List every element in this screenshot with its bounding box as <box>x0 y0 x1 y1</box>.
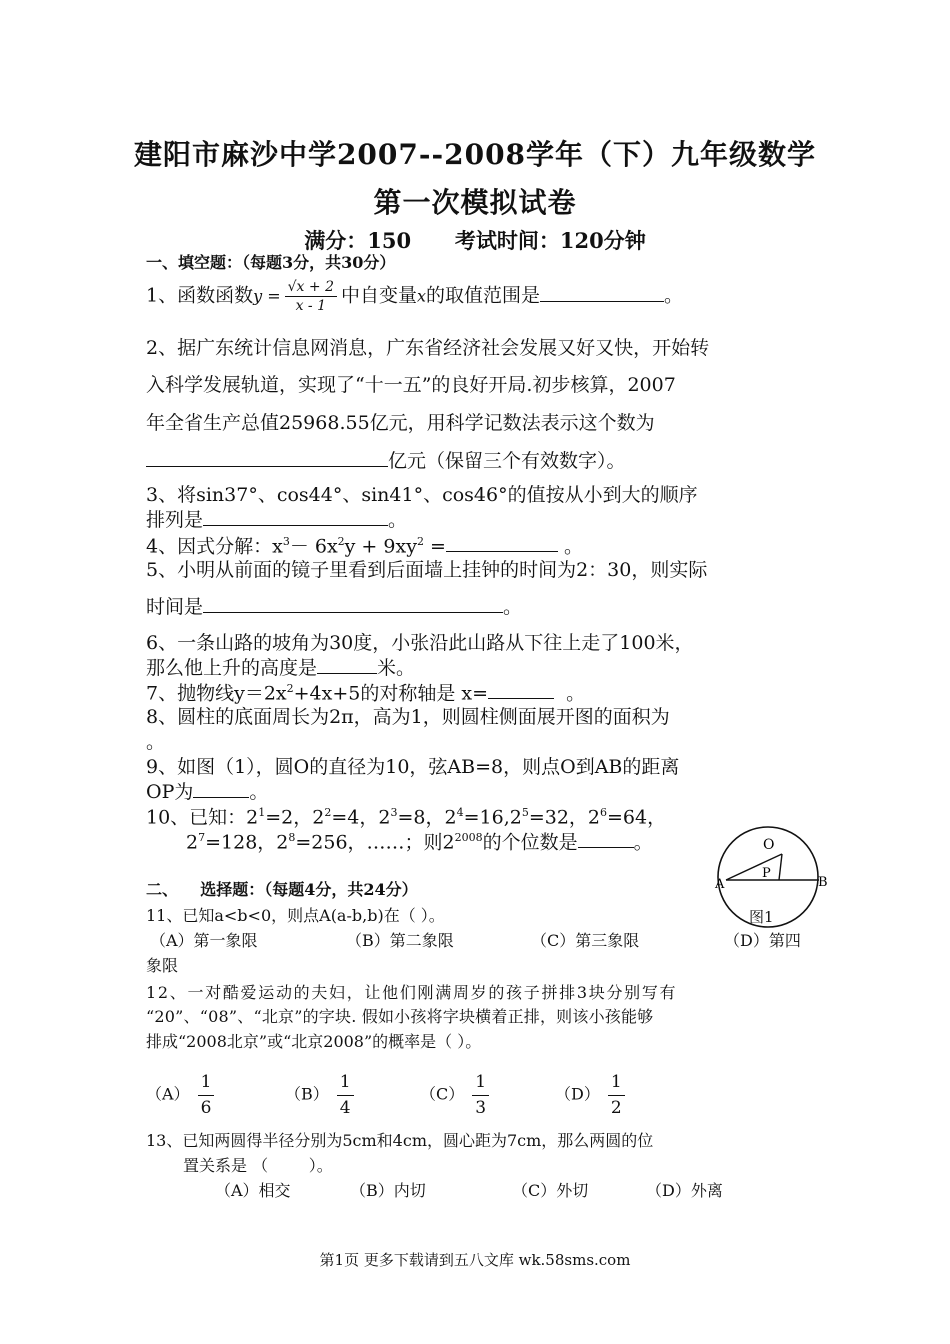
question-2-line2: 入科学发展轨道，实现了“十一五”的良好开局.初步核算，2007 <box>146 374 676 396</box>
question-9-line1: 9、如图（1），圆O的直径为10，弦AB=8，则点O到AB的距离 <box>146 756 680 778</box>
q13-option-d: （D）外离 <box>646 1181 723 1200</box>
question-5-line2: 时间是 。 <box>146 596 523 618</box>
question-2-line3: 年全省生产总值25968.55亿元，用科学记数法表示这个数为 <box>146 412 655 434</box>
question-11-stem: 11、已知a<b<0，则点A(a-b,b)在（ ）。 <box>146 906 445 925</box>
exam-title-line1: 建阳市麻沙中学2007--2008学年（下）九年级数学 <box>133 138 817 171</box>
question-12-line3: 排成“2008北京”或“北京2008”的概率是（ ）。 <box>146 1032 482 1051</box>
answer-blank[interactable] <box>193 781 249 798</box>
q11-option-b: （B）第二象限 <box>346 931 454 950</box>
q11-option-d: （D）第四 <box>724 931 801 950</box>
q11-option-c: （C）第三象限 <box>531 931 640 950</box>
question-2-line1: 2、据广东统计信息网消息，广东省经济社会发展又好又快，开始转 <box>146 337 710 359</box>
label-p: P <box>762 866 771 881</box>
exam-title-line2: 第一次模拟试卷 <box>373 186 577 219</box>
q12-option-d: （D） $\frac{1}{2}$ <box>555 1070 633 1120</box>
fraction: $\frac{1}{6}$ <box>198 1070 215 1120</box>
question-12-line2: “20”、“08”、“北京”的字块. 假如小孩将字块横着正排，则该小孩能够 <box>146 1007 654 1026</box>
question-6-line1: 6、一条山路的坡角为30度，小张沿此山路从下往上走了100米， <box>146 632 694 654</box>
fraction: $\frac{1}{4}$ <box>337 1070 354 1120</box>
segment-op <box>779 854 782 880</box>
question-7: 7、抛物线$y=2x^2+4x+5$的对称轴是 x= 。 <box>146 682 586 705</box>
label-o: O <box>763 837 775 853</box>
question-1: 1、函数函数y = $\frac{√x + 2}{x - 1}$ 中自变量x的取值范围是 。 <box>146 279 684 315</box>
answer-blank[interactable] <box>317 657 377 674</box>
question-5-line1: 5、小明从前面的镜子里看到后面墙上挂钟的时间为2：30，则实际 <box>146 559 708 581</box>
q12-option-b: （B） $\frac{1}{4}$ <box>285 1070 362 1120</box>
answer-blank[interactable] <box>488 682 554 699</box>
answer-blank[interactable] <box>446 535 558 552</box>
question-4: 4、因式分解：$x^3- 6x^2y + 9xy^2$ = 。 <box>146 535 583 558</box>
question-3-line1: 3、将sin37°、cos44°、sin41°、cos46°的值按从小到大的顺序 <box>146 484 698 506</box>
answer-blank[interactable] <box>146 450 388 467</box>
q11-option-a: （A）第一象限 <box>150 931 258 950</box>
figure-caption: 图1 <box>749 908 774 926</box>
answer-blank[interactable] <box>578 831 634 848</box>
question-9-line2: OP为 。 <box>146 781 269 803</box>
question-6-line2: 那么他上升的高度是 米。 <box>146 657 416 679</box>
question-8-line2: 。 <box>146 731 166 753</box>
circle-figure-1 <box>702 800 852 935</box>
q11-option-wrap: 象限 <box>146 956 179 975</box>
section1-heading: 一、填空题：（每题3分，共30分） <box>146 253 396 272</box>
page-footer: 第1页 更多下载请到五八文库 wk.58sms.com <box>319 1251 631 1269</box>
question-3-line2: 排列是 。 <box>146 509 408 531</box>
question-8-line1: 8、圆柱的底面周长为2π，高为1，则圆柱侧面展开图的面积为 <box>146 706 670 728</box>
question-2-line4: 亿元（保留三个有效数字）。 <box>146 450 626 473</box>
function-y: y = <box>253 286 281 306</box>
question-10-line1: 10、已知：$2^1=2$，$2^2=4$，$2^3=8$，$2^4=16,2^5=32$，$2^6=64$， <box>146 806 667 829</box>
fraction: $\frac{√x + 2}{x - 1}$ <box>285 278 337 315</box>
q13-option-b: （B）内切 <box>350 1181 426 1200</box>
question-10-line2: $2^7=128$，$2^8=256$，……；则$2^{2008}$的个位数是 。 <box>186 831 653 854</box>
fraction: $\frac{1}{2}$ <box>608 1070 625 1120</box>
question-13-line1: 13、已知两圆得半径分别为5cm和4cm，圆心距为7cm，那么两圆的位 <box>146 1131 654 1150</box>
q12-option-c: （C） $\frac{1}{3}$ <box>420 1070 497 1120</box>
answer-blank[interactable] <box>203 509 388 526</box>
segment-ao <box>726 854 782 880</box>
q13-option-a: （A）相交 <box>215 1181 291 1200</box>
answer-blank[interactable] <box>540 285 664 302</box>
section2-heading: 二、 选择题：（每题4分，共24分） <box>146 880 418 899</box>
label-b: B <box>818 875 828 890</box>
answer-blank[interactable] <box>203 596 503 613</box>
q13-option-c: （C）外切 <box>512 1181 589 1200</box>
score-time-info: 满分：150 考试时间：120分钟 <box>304 228 646 253</box>
q12-option-a: （A） $\frac{1}{6}$ <box>146 1070 222 1120</box>
question-12-line1: 12、一对酷爱运动的夫妇，让他们刚满周岁的孩子拼排3块分别写有 <box>146 983 678 1002</box>
fraction: $\frac{1}{3}$ <box>472 1070 489 1120</box>
label-a: A <box>715 877 725 892</box>
question-13-line2: 置关系是 （ ）。 <box>183 1156 333 1175</box>
